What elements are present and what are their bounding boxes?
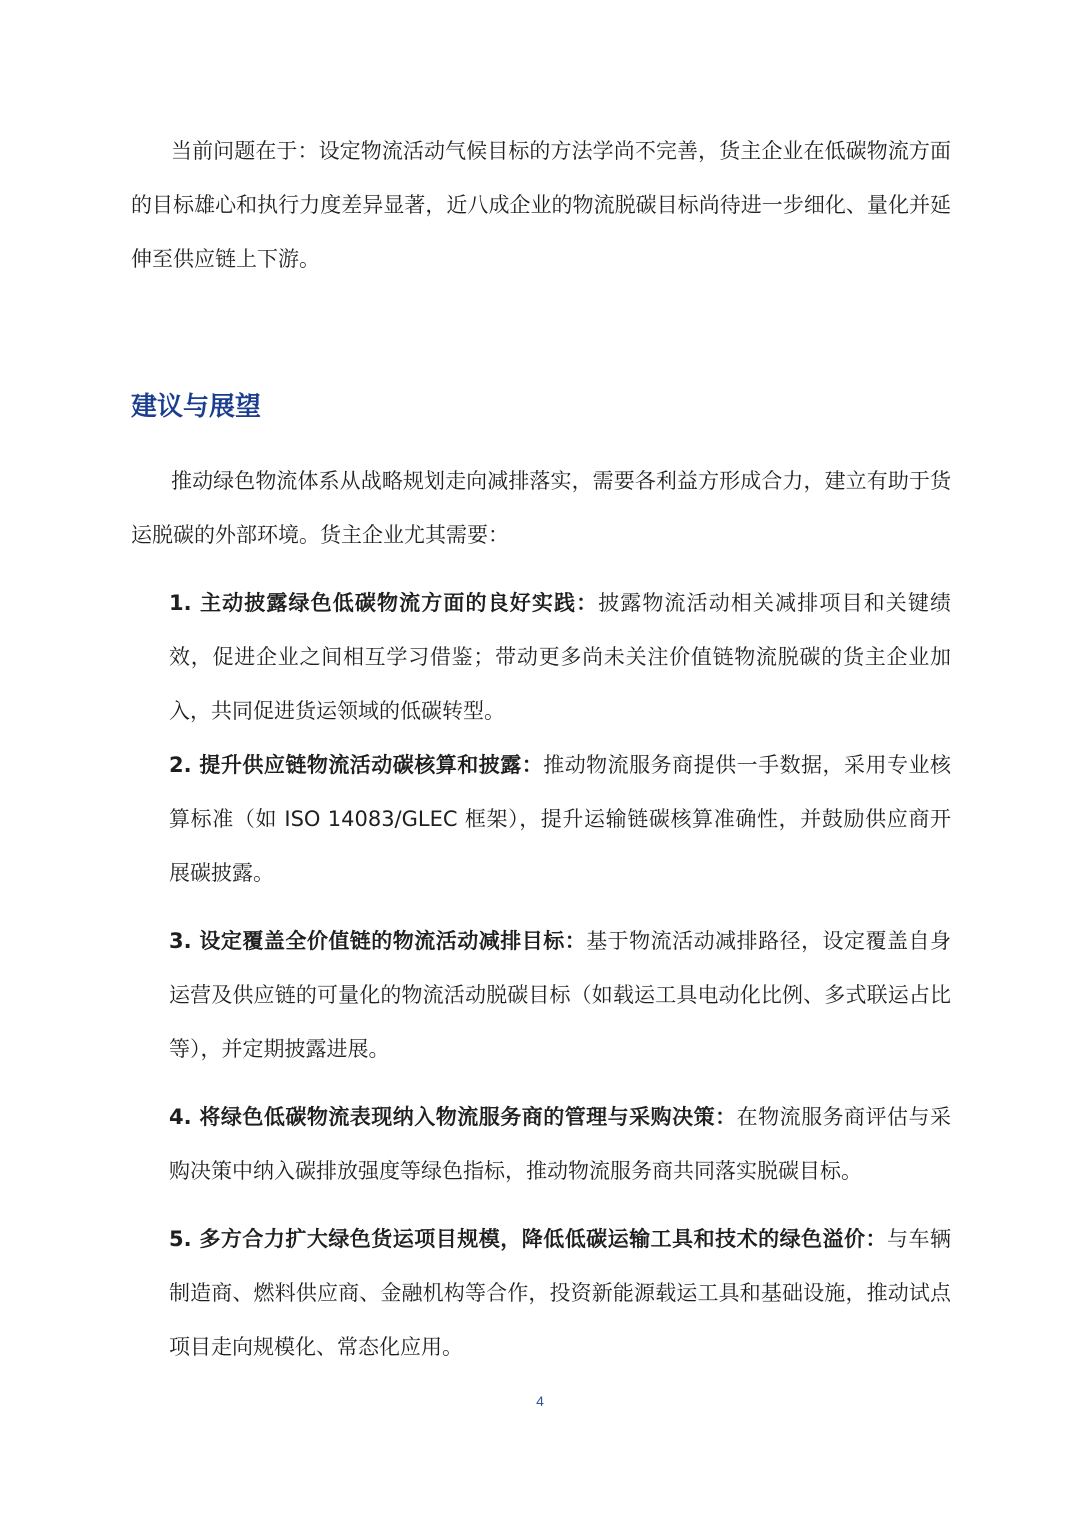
recommendation-body: 与车辆制造商、燃料供应商、金融机构等合作，投资新能源载运工具和基础设施，推动试点项目走向规模化、常态化应用。 — [169, 1227, 951, 1359]
recommendation-item-2 — [169, 738, 951, 900]
section-heading: 建议与展望 — [131, 392, 262, 422]
recommendation-body: 基于物流活动减排路径，设定覆盖自身运营及供应链的可量化的物流活动脱碳目标（如载运工具电动化比例、多式联运占比等），并定期披露进展。 — [169, 929, 952, 1061]
recommendation-title: 3. 设定覆盖全价值链的物流活动减排目标： — [169, 929, 587, 953]
recommendation-item-3 — [169, 914, 951, 1076]
recommendation-item-1 — [169, 576, 951, 738]
page-number: 4 — [536, 1393, 544, 1409]
recommendation-title: 1. 主动披露绿色低碳物流方面的良好实践： — [169, 591, 599, 615]
recommendation-body: 推动物流服务商提供一手数据，采用专业核算标准（如 ISO 14083/GLEC 框架），提升运输链碳核算准确性，并鼓励供应商开展碳披露。 — [169, 753, 951, 885]
recommendation-title: 2. 提升供应链物流活动碳核算和披露： — [169, 753, 544, 777]
intro-paragraph: 当前问题在于：设定物流活动气候目标的方法学尚不完善，货主企业在低碳物流方面的目标雄心和执行力度差异显著，近八成企业的物流脱碳目标尚待进一步细化、量化并延伸至供应链上下游。 — [131, 139, 951, 271]
recommendation-body: 在物流服务商评估与采购决策中纳入碳排放强度等绿色指标，推动物流服务商共同落实脱碳目标。 — [169, 1105, 952, 1183]
recommendation-body: 披露物流活动相关减排项目和关键绩效，促进企业之间相互学习借鉴；带动更多尚未关注价值链物流脱碳的货主企业加入，共同促进货运领域的低碳转型。 — [169, 591, 951, 723]
recommendation-item-5 — [169, 1212, 951, 1374]
recommendation-title: 4. 将绿色低碳物流表现纳入物流服务商的管理与采购决策： — [169, 1105, 737, 1129]
recommendation-title: 5. 多方合力扩大绿色货运项目规模，降低低碳运输工具和技术的绿色溢价： — [169, 1227, 888, 1251]
recommendation-item-4 — [169, 1090, 951, 1198]
section-lead-paragraph: 推动绿色物流体系从战略规划走向减排落实，需要各利益方形成合力，建立有助于货运脱碳的外部环境。货主企业尤其需要： — [131, 469, 951, 547]
